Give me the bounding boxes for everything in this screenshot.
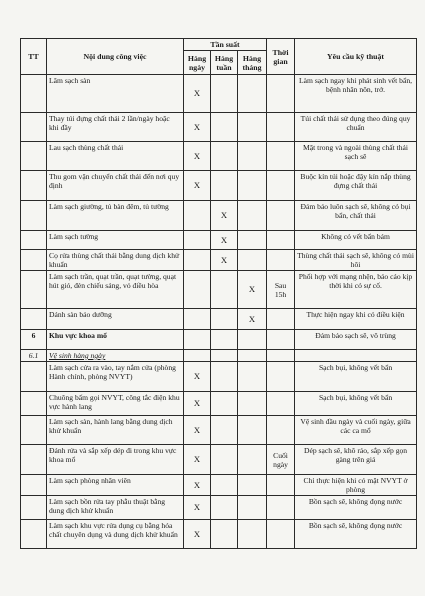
table-row: [21, 416, 417, 445]
row-content: Khu vực khoa mổ: [47, 330, 184, 350]
row-tt: [21, 445, 47, 475]
row-monthly-mark: [238, 201, 267, 231]
header-weekly: Hàng tuần: [211, 51, 238, 75]
row-daily-mark: [184, 231, 211, 250]
row-time: [267, 350, 295, 362]
row-daily-mark: [184, 201, 211, 231]
row-weekly-mark: [211, 113, 238, 142]
row-time: [267, 392, 295, 416]
header-time: Thời gian: [267, 39, 295, 75]
row-weekly-mark: [211, 416, 238, 445]
row-requirement: Phối hợp với mạng nhện, báo cáo kịp thời khi có sự cố.: [295, 271, 417, 309]
table-row: [21, 309, 417, 330]
header-monthly: Hàng tháng: [238, 51, 267, 75]
row-monthly-mark: [238, 250, 267, 271]
row-daily-mark: [184, 330, 211, 350]
row-tt: [21, 416, 47, 445]
row-requirement: Vệ sinh đầu ngày và cuối ngày, giữa các ca mổ: [295, 416, 417, 445]
row-daily-mark: X: [184, 496, 211, 520]
row-time: [267, 142, 295, 171]
table-row: [21, 520, 417, 549]
row-time: [267, 171, 295, 201]
row-monthly-mark: [238, 231, 267, 250]
table-row: [21, 250, 417, 271]
row-requirement: Buộc kín túi hoặc đậy kín nắp thùng đựng chất thải: [295, 171, 417, 201]
row-time: [267, 201, 295, 231]
row-content: Dánh sàn bảo dưỡng: [47, 309, 184, 330]
row-tt: [21, 271, 47, 309]
row-tt: 6: [21, 330, 47, 350]
row-monthly-mark: [238, 445, 267, 475]
document-page: [20, 38, 416, 549]
table-row: [21, 271, 417, 309]
header-requirement: Yêu cầu kỹ thuật: [295, 39, 417, 75]
table-row: [21, 330, 417, 350]
row-tt: [21, 392, 47, 416]
row-requirement: Sạch bụi, không vết bẩn: [295, 362, 417, 392]
row-daily-mark: [184, 309, 211, 330]
row-time: [267, 520, 295, 549]
row-content: Làm sạch phòng nhân viên: [47, 475, 184, 496]
row-content: Lâm sạch sàn: [47, 75, 184, 113]
row-requirement: Đảm bảo luôn sạch sẽ, không có bụi bẩn, chất thải: [295, 201, 417, 231]
row-tt: [21, 113, 47, 142]
row-content: Cọ rửa thùng chất thải bằng dung dịch khử khuẩn: [47, 250, 184, 271]
table-row: [21, 475, 417, 496]
row-requirement: Bồn sạch sẽ, không đọng nước: [295, 496, 417, 520]
row-daily-mark: [184, 250, 211, 271]
row-daily-mark: X: [184, 142, 211, 171]
row-tt: [21, 309, 47, 330]
row-requirement: Thùng chất thải sạch sẽ, không có mùi hôi: [295, 250, 417, 271]
row-weekly-mark: [211, 520, 238, 549]
row-daily-mark: [184, 271, 211, 309]
row-time: [267, 362, 295, 392]
row-content: Làm sạch cửa ra vào, tay nắm cửa (phòng Hành chính, phòng NVYT): [47, 362, 184, 392]
row-requirement: Chỉ thực hiện khi có mặt NVYT ở phòng: [295, 475, 417, 496]
row-requirement: [295, 350, 417, 362]
row-daily-mark: [184, 350, 211, 362]
row-daily-mark: X: [184, 171, 211, 201]
row-weekly-mark: [211, 75, 238, 113]
header-frequency: Tần suất: [184, 39, 267, 51]
row-monthly-mark: [238, 392, 267, 416]
row-weekly-mark: [211, 445, 238, 475]
row-time: Cuối ngày: [267, 445, 295, 475]
row-weekly-mark: [211, 171, 238, 201]
row-time: [267, 475, 295, 496]
row-time: [267, 416, 295, 445]
header-daily: Hàng ngày: [184, 51, 211, 75]
row-weekly-mark: X: [211, 231, 238, 250]
row-weekly-mark: [211, 392, 238, 416]
table-row: [21, 113, 417, 142]
row-requirement: Thực hiện ngay khi có điều kiện: [295, 309, 417, 330]
row-monthly-mark: [238, 330, 267, 350]
row-daily-mark: X: [184, 416, 211, 445]
row-content: Làm sạch giường, tủ bàn đêm, tủ tường: [47, 201, 184, 231]
row-content: Thay túi đựng chất thải 2 lần/ngày hoặc khi đầy: [47, 113, 184, 142]
row-daily-mark: X: [184, 392, 211, 416]
row-daily-mark: X: [184, 520, 211, 549]
row-requirement: Dép sạch sẽ, khô ráo, sắp xếp gọn gàng trên giá: [295, 445, 417, 475]
row-content: Làm sạch khu vực rửa dụng cụ bằng hóa chất chuyên dụng và dung dịch khử khuẩn: [47, 520, 184, 549]
header-content: Nội dung công việc: [47, 39, 184, 75]
row-monthly-mark: [238, 496, 267, 520]
row-time: Sau 15h: [267, 271, 295, 309]
row-tt: [21, 250, 47, 271]
row-time: [267, 113, 295, 142]
row-requirement: Mặt trong và ngoài thùng chất thải sạch sẽ: [295, 142, 417, 171]
row-content: Đánh rửa và sắp xếp dép đi trong khu vực khoa mổ: [47, 445, 184, 475]
table-row: [21, 392, 417, 416]
row-content: Làm sạch bồn rửa tay phẫu thuật bằng dung dịch khử khuẩn: [47, 496, 184, 520]
row-weekly-mark: [211, 271, 238, 309]
row-content: Thu gom vận chuyển chất thải đến nơi quy định: [47, 171, 184, 201]
row-tt: [21, 201, 47, 231]
row-weekly-mark: [211, 142, 238, 171]
table-row: [21, 171, 417, 201]
row-weekly-mark: X: [211, 250, 238, 271]
table-row: [21, 496, 417, 520]
table-row: [21, 231, 417, 250]
table-row: [21, 362, 417, 392]
row-tt: 6.1: [21, 350, 47, 362]
header-tt: TT: [21, 39, 47, 75]
row-tt: [21, 231, 47, 250]
table-row: [21, 445, 417, 475]
row-monthly-mark: [238, 520, 267, 549]
row-monthly-mark: [238, 362, 267, 392]
row-weekly-mark: [211, 309, 238, 330]
row-monthly-mark: [238, 350, 267, 362]
row-monthly-mark: [238, 416, 267, 445]
row-tt: [21, 475, 47, 496]
row-requirement: Đảm bảo sạch sẽ, vô trùng: [295, 330, 417, 350]
row-tt: [21, 520, 47, 549]
row-content: Làm sạch tường: [47, 231, 184, 250]
row-content: Làm sạch sàn, hành lang bằng dung dịch khử khuẩn: [47, 416, 184, 445]
row-time: [267, 75, 295, 113]
row-monthly-mark: X: [238, 309, 267, 330]
row-time: [267, 231, 295, 250]
row-weekly-mark: X: [211, 201, 238, 231]
table-row: [21, 142, 417, 171]
row-content: Vệ sinh hàng ngày: [47, 350, 184, 362]
row-weekly-mark: [211, 496, 238, 520]
row-requirement: Bồn sạch sẽ, không đọng nước: [295, 520, 417, 549]
row-monthly-mark: [238, 171, 267, 201]
row-content: Làm sạch trần, quạt trần, quạt tường, quạt hút gió, đèn chiếu sáng, vỏ điều hòa: [47, 271, 184, 309]
table-row: [21, 350, 417, 362]
row-requirement: Túi chất thải sử dụng theo đúng quy chuẩn: [295, 113, 417, 142]
table-row: [21, 75, 417, 113]
row-content: Lau sạch thùng chất thải: [47, 142, 184, 171]
row-daily-mark: X: [184, 362, 211, 392]
row-monthly-mark: X: [238, 271, 267, 309]
cleaning-schedule-table: [20, 38, 417, 549]
row-requirement: Sạch bụi, không vết bẩn: [295, 392, 417, 416]
row-requirement: Không có vết bẩn bám: [295, 231, 417, 250]
row-tt: [21, 171, 47, 201]
table-body: [21, 75, 417, 549]
row-weekly-mark: [211, 362, 238, 392]
row-monthly-mark: [238, 75, 267, 113]
row-monthly-mark: [238, 475, 267, 496]
row-monthly-mark: [238, 113, 267, 142]
row-time: [267, 250, 295, 271]
row-content: Chuông bấm gọi NVYT, công tắc điện khu vực hành lang: [47, 392, 184, 416]
row-daily-mark: X: [184, 75, 211, 113]
row-tt: [21, 362, 47, 392]
row-monthly-mark: [238, 142, 267, 171]
row-requirement: Làm sạch ngay khi phát sinh vết bẩn, bệnh nhân nôn, trớ.: [295, 75, 417, 113]
row-daily-mark: X: [184, 113, 211, 142]
row-time: [267, 330, 295, 350]
table-row: [21, 201, 417, 231]
row-weekly-mark: [211, 350, 238, 362]
row-weekly-mark: [211, 475, 238, 496]
row-tt: [21, 75, 47, 113]
row-tt: [21, 496, 47, 520]
row-daily-mark: X: [184, 475, 211, 496]
row-daily-mark: X: [184, 445, 211, 475]
row-time: [267, 309, 295, 330]
row-time: [267, 496, 295, 520]
row-tt: [21, 142, 47, 171]
row-weekly-mark: [211, 330, 238, 350]
